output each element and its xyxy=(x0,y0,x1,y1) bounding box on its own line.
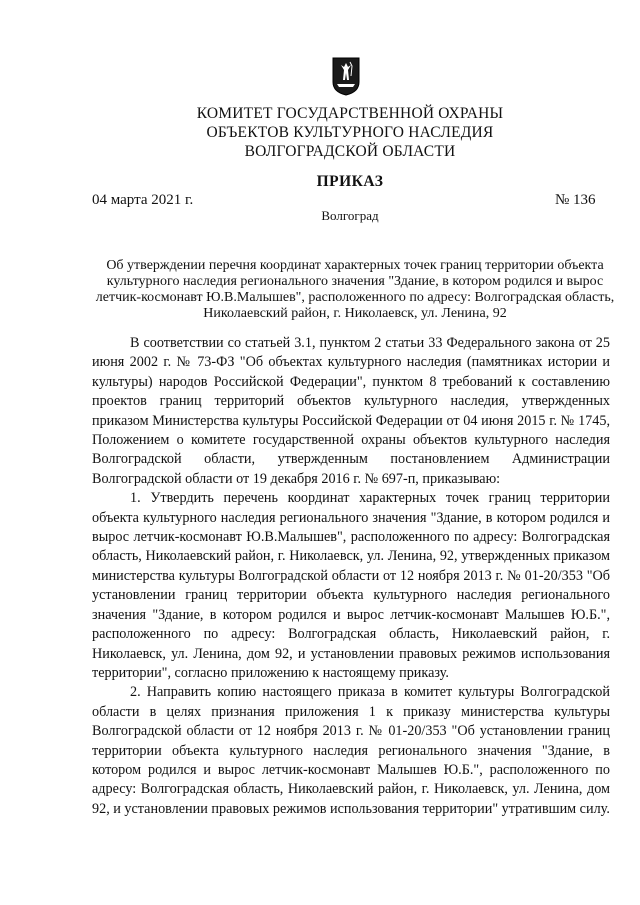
org-name-line3: ВОЛГОГРАДСКОЙ ОБЛАСТИ xyxy=(244,143,456,160)
order-city: Волгоград xyxy=(321,208,379,223)
order-number: № 136 xyxy=(555,192,596,208)
org-name-line2: ОБЪЕКТОВ КУЛЬТУРНОГО НАСЛЕДИЯ xyxy=(206,124,494,141)
order-body xyxy=(92,334,610,819)
org-name-line1: КОМИТЕТ ГОСУДАРСТВЕННОЙ ОХРАНЫ xyxy=(196,105,504,122)
document-type-title: ПРИКАЗ xyxy=(316,173,384,190)
order-item-2: 2. Направить копию настоящего приказа в комитет культуры Волгоградской области в целях признания приложения 1 к приказу министерства культуры Волгоградской области от 12 ноября 2013 г. № 01-20/353 "Об установлении границ территории объекта культурного наследия регионального значения "Здание, в котором родился и вырос летчик-космонавт Малышев Ю.Б.", расположенного по адресу: Волгоградская область, Николаевский район, г. Николаевск, ул. Ленина, дом 92, и установлении правовых режимов использования территории" утратившим силу. xyxy=(92,684,610,817)
preamble-paragraph: В соответствии со статьей 3.1, пунктом 2 статьи 33 Федерального закона от 25 июня 2002 г. № 73-ФЗ "Об объектах культурного наследия (памятниках истории и культуры) народов Российской Федерации", пунктом 8 требований к составлению проектов границ территорий объектов культурного наследия, утвержденных приказом Министерства культуры Российской Федерации от 04 июня 2015 г. № 1745, Положением о комитете государственной охраны объектов культурного наследия Волгоградской области, утвержденным постановлением Администрации Волгоградской области от 19 декабря 2016 г. № 697-п, приказываю: xyxy=(92,335,610,487)
order-subject: Об утверждении перечня координат характерных точек границ территории объекта культурного наследия регионального значения "Здание, в котором родился и вырос летчик-космонавт Ю.В.Малышев", расположенного по адресу: Волгоградская область, Николаевский район, г. Николаевск, ул. Ленина, 92 xyxy=(95,258,615,321)
volgograd-coat-of-arms-icon xyxy=(331,56,361,96)
order-date: 04 марта 2021 г. xyxy=(92,192,194,208)
order-item-1: 1. Утвердить перечень координат характерных точек границ территории объекта культурного наследия регионального значения "Здание, в котором родился и вырос летчик-космонавт Ю.В.Малышев", расположенного по адресу: Волгоградская область, Николаевский район, г. Николаевск, ул. Ленина, 92, утвержденных приказом министерства культуры Волгоградской области от 12 ноября 2013 г. № 01-20/353 "Об установлении границ территории объекта культурного наследия регионального значения "Здание, в котором родился и вырос летчик-космонавт Малышев Ю.Б.", расположенного по адресу: Волгоградская область, Николаевский район, г. Николаевск, ул. Ленина, дом 92, и установлении правовых режимов использования территории", согласно приложению к настоящему приказу. xyxy=(92,490,610,681)
